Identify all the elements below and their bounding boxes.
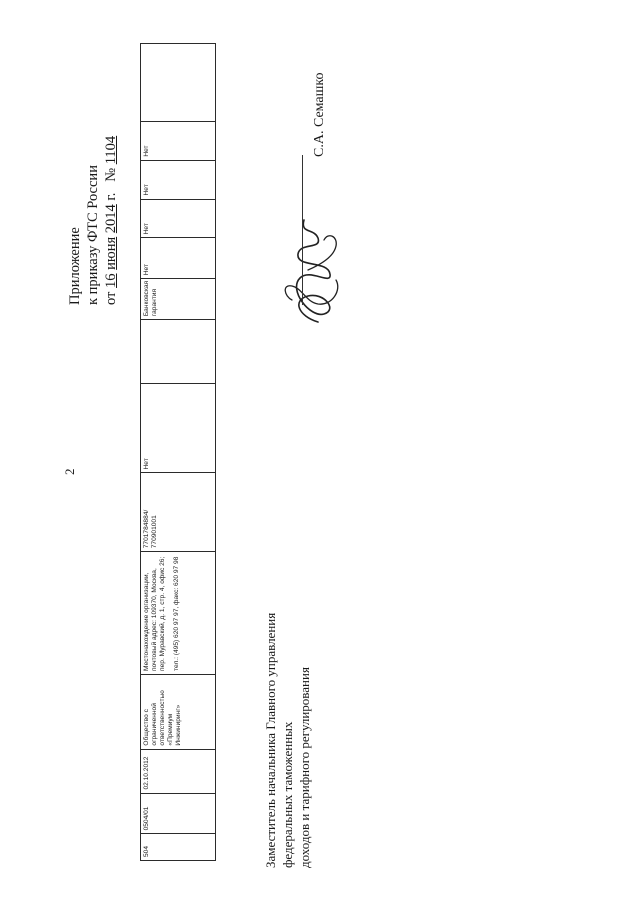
order-day: 16	[103, 273, 119, 288]
from-word: от	[103, 291, 119, 305]
page-number: 2	[62, 468, 77, 475]
cell-guarantee: Банковская гарантия	[141, 279, 216, 320]
cell-empty-last	[141, 44, 216, 122]
signatory-title-line-3: доходов и тарифного регулирования	[297, 667, 312, 868]
appendix-order-ref: к приказу ФТС России	[85, 165, 101, 305]
handwritten-signature	[278, 210, 350, 330]
cell-date: 02.10.2012	[141, 749, 216, 793]
order-month: июня	[103, 236, 119, 270]
number-sign: №	[103, 167, 119, 182]
cell-no-4: Нет	[141, 160, 216, 199]
cell-no-1: Нет	[141, 383, 216, 473]
year-suffix: г.	[103, 192, 119, 201]
cell-location	[141, 552, 216, 675]
appendix-title: Приложение	[67, 227, 83, 305]
location-contacts: тел.: (495) 620 97 97, факс: 620 97 98	[173, 556, 180, 671]
signatory-name: С.А. Семашко	[312, 72, 327, 157]
appendix-header	[66, 25, 120, 305]
cell-reg-number: 0504/01	[141, 793, 216, 834]
cell-empty	[141, 320, 216, 383]
cell-inn-kpp: 7701784884/ 770901001	[141, 473, 216, 552]
registry-table	[140, 43, 216, 861]
order-number: 1104	[103, 135, 119, 165]
cell-index: 504	[141, 834, 216, 861]
order-year: 2014	[103, 204, 119, 234]
cell-no-5: Нет	[141, 121, 216, 160]
signatory-title-line-2: федеральных таможенных	[280, 721, 295, 868]
appendix-date-number	[102, 25, 120, 305]
table-row	[141, 44, 216, 861]
signatory-title-line-1: Заместитель начальника Главного управления	[263, 612, 278, 868]
cell-no-3: Нет	[141, 199, 216, 238]
signatory-title	[262, 528, 313, 868]
cell-no-2: Нет	[141, 238, 216, 279]
cell-organization: Общество с ограниченной ответственностью «Премиум Инжиниринг»	[141, 674, 216, 749]
signature-line	[302, 155, 303, 305]
location-address: Местонахождение организации, почтовый адрес: 109370, Москва, пер. Муравский, д. 1, стр. 4, офис 26;	[143, 556, 166, 671]
